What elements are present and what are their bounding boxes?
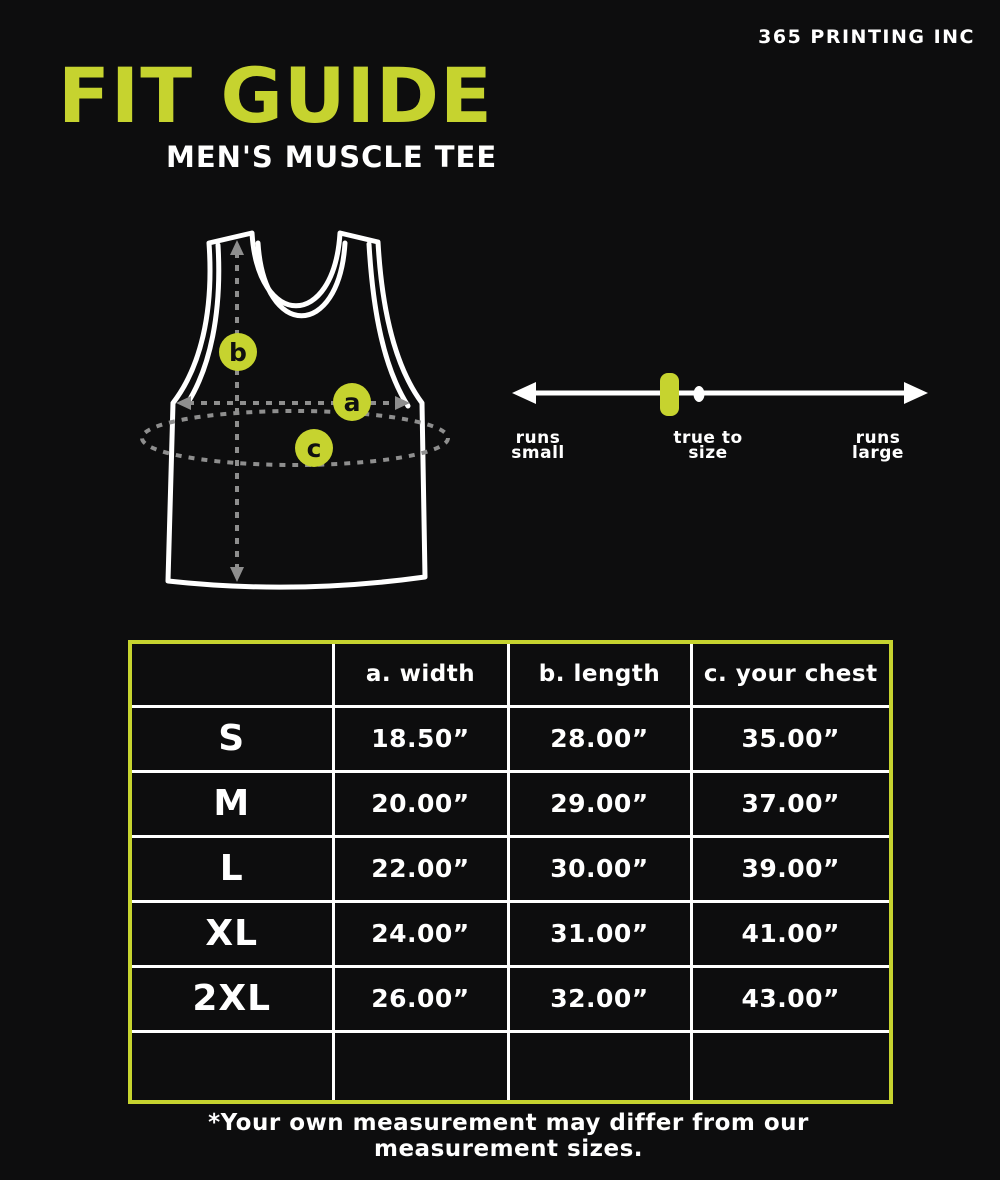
col-header-width: a. width — [333, 642, 508, 706]
length-arrow-up-icon — [230, 240, 244, 255]
page-title: FIT GUIDE — [58, 51, 493, 140]
fit-scale-dot — [694, 386, 705, 402]
chest-cell: 35.00” — [691, 706, 891, 771]
width-cell: 22.00” — [333, 836, 508, 901]
chest-measure-ellipse — [142, 411, 448, 465]
empty-cell — [333, 1031, 508, 1102]
length-cell: 29.00” — [508, 771, 691, 836]
size-cell: 2XL — [130, 966, 333, 1031]
length-cell: 30.00” — [508, 836, 691, 901]
fit-scale-label-true-to-size: true to size — [673, 428, 743, 463]
chest-cell: 41.00” — [691, 901, 891, 966]
table-row — [130, 836, 891, 901]
chest-cell: 39.00” — [691, 836, 891, 901]
table-row — [130, 771, 891, 836]
table-row — [130, 706, 891, 771]
footnote: *Your own measurement may differ from our measurement sizes. — [208, 1110, 809, 1162]
table-row — [130, 901, 891, 966]
chest-cell: 37.00” — [691, 771, 891, 836]
chest-cell: 43.00” — [691, 966, 891, 1031]
page-subtitle: MEN'S MUSCLE TEE — [166, 140, 498, 174]
size-cell: XL — [130, 901, 333, 966]
fit-scale-arrow-left-icon — [512, 382, 536, 404]
width-cell: 18.50” — [333, 706, 508, 771]
fit-scale-label-runs-small: runs small — [511, 428, 565, 463]
size-cell: M — [130, 771, 333, 836]
width-cell: 26.00” — [333, 966, 508, 1031]
tee-outline — [168, 233, 425, 587]
fit-scale-arrow-right-icon — [904, 382, 928, 404]
width-cell: 20.00” — [333, 771, 508, 836]
empty-cell — [691, 1031, 891, 1102]
col-header-length: b. length — [508, 642, 691, 706]
marker-b-letter: b — [229, 338, 247, 367]
length-cell: 31.00” — [508, 901, 691, 966]
corner-cell — [130, 642, 333, 706]
fit-slider — [660, 373, 679, 416]
brand-text: 365 PRINTING INC — [758, 26, 975, 48]
length-arrow-down-icon — [230, 567, 244, 582]
size-table — [128, 640, 893, 1104]
col-header-chest: c. your chest — [691, 642, 891, 706]
size-cell: L — [130, 836, 333, 901]
fit-scale-arrow — [500, 358, 940, 433]
table-header-row — [130, 642, 891, 706]
marker-a-letter: a — [343, 388, 361, 417]
length-cell: 32.00” — [508, 966, 691, 1031]
fit-scale-label-runs-large: runs large — [852, 428, 904, 463]
length-cell: 28.00” — [508, 706, 691, 771]
size-cell: S — [130, 706, 333, 771]
empty-cell — [130, 1031, 333, 1102]
marker-c-letter: c — [306, 434, 322, 463]
empty-cell — [508, 1031, 691, 1102]
table-row — [130, 966, 891, 1031]
muscle-tee-diagram — [130, 218, 475, 598]
table-row-empty — [130, 1031, 891, 1102]
width-cell: 24.00” — [333, 901, 508, 966]
